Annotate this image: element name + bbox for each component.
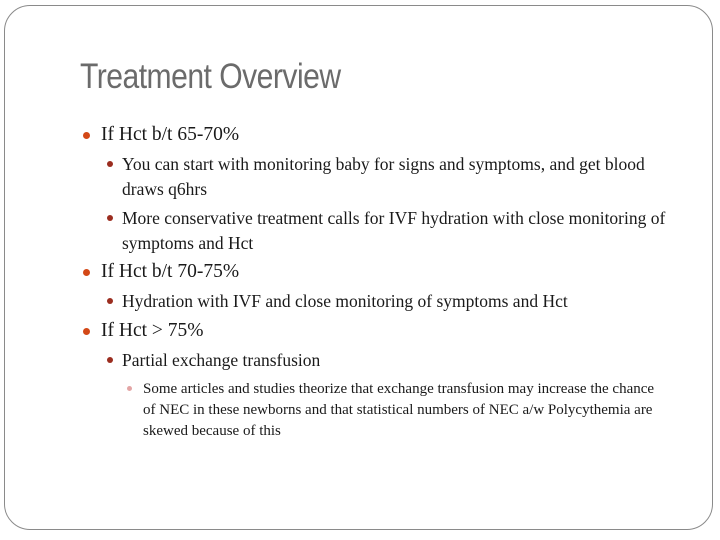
bullet-dot-icon <box>107 215 113 221</box>
bullet-text: Partial exchange transfusion <box>122 349 321 370</box>
bullet-item-hct-65-70 <box>80 123 690 147</box>
bullet-dot-icon <box>83 328 90 335</box>
bullet-text: More conservative treatment calls for IVF hydration with close monitoring of symptoms and Hct <box>122 208 666 253</box>
bullet-dot-icon <box>83 269 90 276</box>
slide-body <box>80 118 690 442</box>
bullet-text: If Hct b/t 70-75% <box>101 261 240 282</box>
bullet-dot-icon <box>83 132 90 139</box>
bullet-dot-icon <box>107 161 113 167</box>
bullet-text: Hydration with IVF and close monitoring of symptoms and Hct <box>122 291 568 311</box>
bullet-item-hct-70-75 <box>80 260 690 284</box>
bullet-text: If Hct > 75% <box>101 319 204 341</box>
bullet-item-monitoring <box>101 152 690 201</box>
bullet-item-hydration <box>101 289 690 314</box>
bullet-item-hct-over-75 <box>80 319 690 343</box>
bullet-item-nec-note <box>122 379 663 442</box>
slide-title: Treatment Overview <box>80 57 341 96</box>
bullet-dot-icon <box>127 386 132 391</box>
bullet-item-partial-exchange <box>101 348 690 373</box>
bullet-text: If Hct b/t 65-70% <box>101 124 240 145</box>
bullet-text: You can start with monitoring baby for signs and symptoms, and get blood draws q6hrs <box>122 154 645 199</box>
bullet-text: Some articles and studies theorize that exchange transfusion may increase the chance of NEC in these newborns and that statistical numbers of NEC a/w Polycythemia are skewed because of this <box>143 381 655 439</box>
bullet-dot-icon <box>107 298 113 304</box>
bullet-dot-icon <box>107 357 113 363</box>
bullet-item-conservative-treatment <box>101 206 690 255</box>
